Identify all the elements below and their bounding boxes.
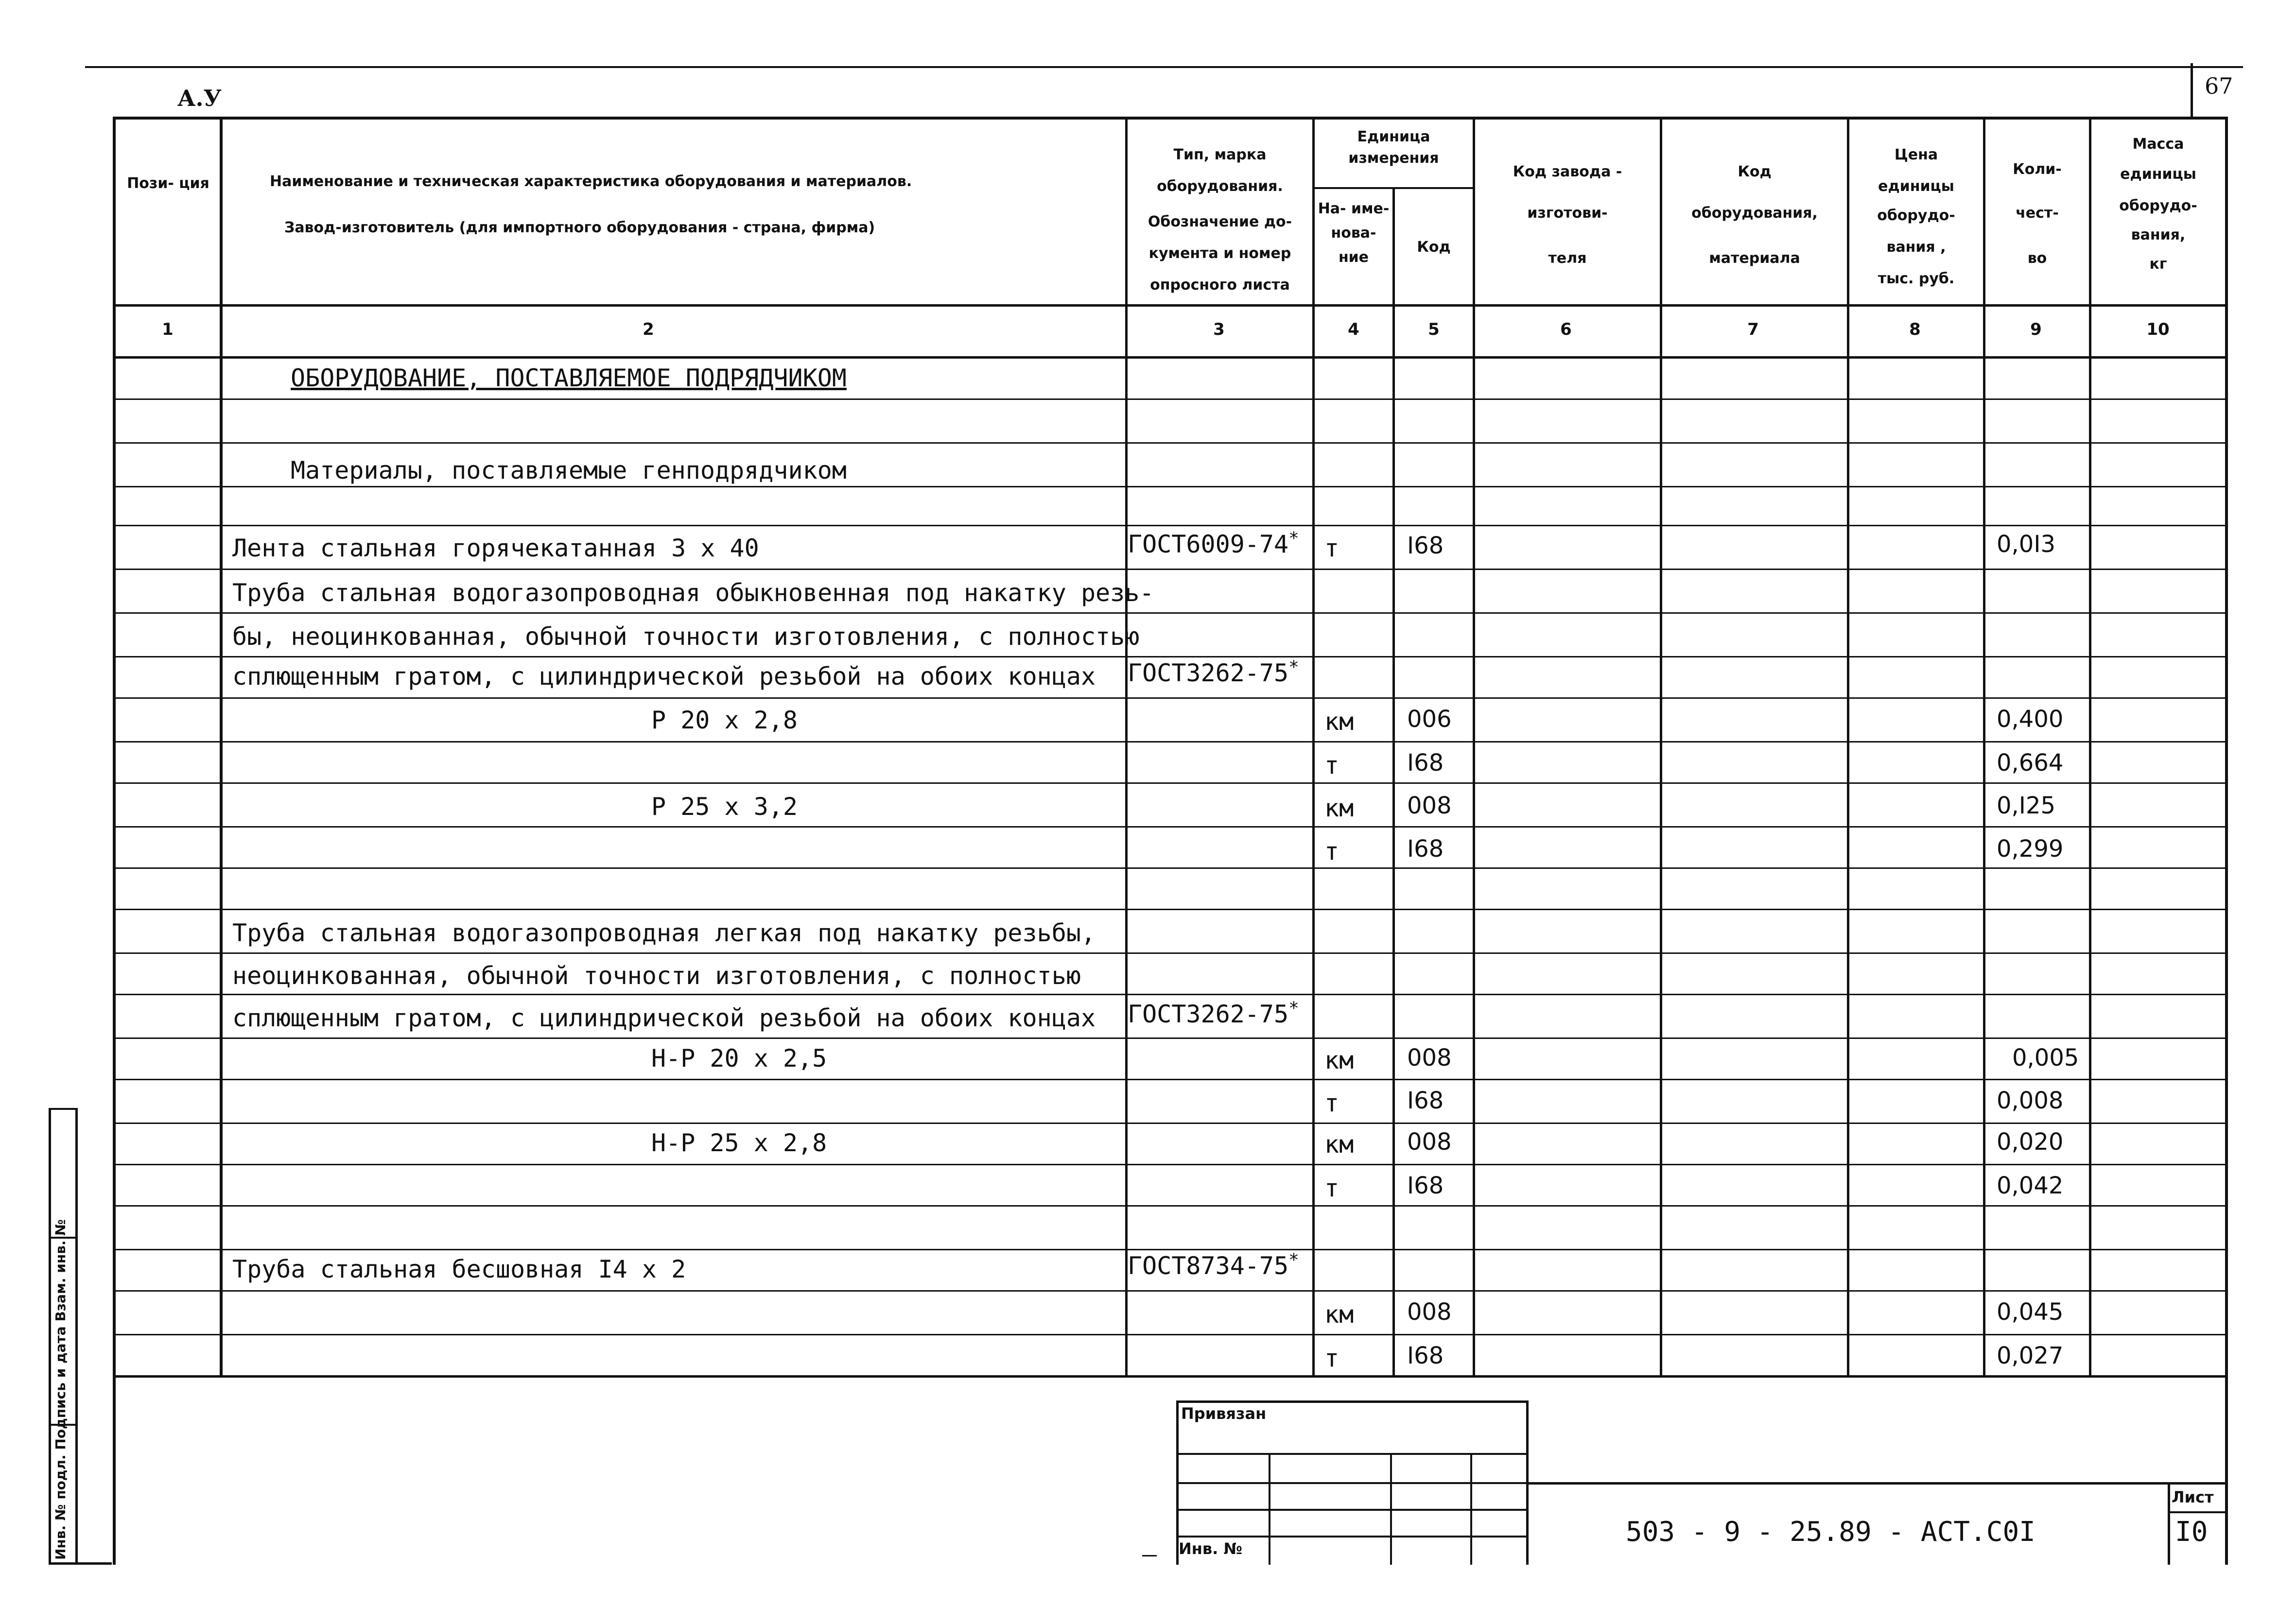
section-heading-materials: Материалы, поставляемые генподрядчиком	[291, 456, 847, 484]
item-unit: т	[1324, 1089, 1339, 1117]
item-name: неоцинкованная, обычной точности изготовления, с полностью	[232, 962, 1081, 990]
item-unit: т	[1324, 534, 1339, 562]
sheet-number: I0	[2175, 1516, 2208, 1548]
item-type: ГОСТ3262-75*	[1128, 657, 1299, 687]
sheet-code: А.У	[177, 85, 222, 111]
item-size: Н-Р 20 х 2,5	[651, 1044, 827, 1072]
item-qty: 0,042	[1997, 1172, 2064, 1199]
column-number: 10	[2146, 320, 2170, 339]
item-code: 008	[1407, 792, 1452, 819]
header-factory-l1: Код завода -	[1513, 163, 1622, 180]
header-type-l4: кумента и номер	[1148, 245, 1291, 262]
column-number: 9	[2030, 320, 2042, 339]
header-price-l3: оборудо-	[1877, 207, 1955, 224]
item-name: Лента стальная горячекатанная 3 х 40	[232, 534, 759, 562]
item-size: Р 20 х 2,8	[651, 706, 798, 734]
header-type-l2: оборудования.	[1157, 178, 1283, 195]
item-name: бы, неоцинкованная, обычной точности изготовления, с полностью	[232, 622, 1140, 651]
header-code-l3: материала	[1709, 250, 1800, 267]
item-unit: т	[1324, 751, 1339, 779]
item-unit: т	[1324, 1174, 1339, 1202]
item-type: ГОСТ6009-74*	[1128, 528, 1299, 558]
document-number: 503 - 9 - 25.89 - АСТ.С0I	[1626, 1516, 2035, 1548]
header-price-l5: тыс. руб.	[1878, 270, 1955, 287]
item-code: I68	[1407, 1172, 1444, 1199]
item-type: ГОСТ3262-75*	[1128, 998, 1299, 1028]
item-qty: 0,020	[1997, 1128, 2064, 1156]
item-name: Труба стальная водогазопроводная обыкновенная под накатку резь-	[232, 579, 1154, 607]
header-mass-l2: единицы	[2120, 166, 2196, 183]
column-number: 4	[1348, 320, 1359, 339]
header-factory-l2: изготови-	[1527, 205, 1608, 222]
header-position: Пози- ция	[127, 175, 209, 192]
column-number: 5	[1428, 320, 1440, 339]
sheet-label: Лист	[2172, 1488, 2214, 1506]
section-heading-equipment: ОБОРУДОВАНИЕ, ПОСТАВЛЯЕМОЕ ПОДРЯДЧИКОМ	[291, 364, 847, 392]
item-code: I68	[1407, 835, 1444, 863]
item-code: I68	[1407, 749, 1444, 777]
item-unit: км	[1324, 1130, 1354, 1158]
sidebar-labels: Инв. № подл. Подпись и дата Взам. инв. №	[52, 1219, 69, 1560]
header-qty-l3: во	[2027, 250, 2047, 267]
item-unit: км	[1324, 1046, 1354, 1074]
page-number: 67	[2205, 73, 2233, 99]
item-code: I68	[1407, 1087, 1444, 1114]
item-code: I68	[1407, 532, 1444, 559]
header-mass-l3: оборудо-	[2119, 197, 2197, 214]
item-unit: км	[1324, 708, 1354, 736]
item-name: Труба стальная водогазопроводная легкая под накатку резьбы,	[232, 919, 1096, 947]
header-qty-l1: Коли-	[2013, 161, 2062, 178]
item-qty: 0,008	[1997, 1087, 2064, 1114]
header-mass-l4: вания,	[2131, 226, 2186, 243]
item-qty: 0,400	[1997, 706, 2064, 733]
header-mass-l1: Масса	[2132, 136, 2184, 153]
column-number: 2	[643, 320, 654, 339]
header-code-l2: оборудования,	[1691, 205, 1818, 222]
column-number: 3	[1213, 320, 1225, 339]
column-number: 8	[1909, 320, 1921, 339]
item-qty: 0,027	[1997, 1342, 2064, 1369]
header-unit-group: Единица измерения	[1348, 128, 1439, 167]
header-factory-l3: теля	[1548, 250, 1587, 267]
item-name: сплющенным гратом, с цилиндрической резьбой на обоих концах	[232, 662, 1096, 691]
item-size: Н-Р 25 х 2,8	[651, 1129, 827, 1157]
item-qty: 0,I25	[1997, 792, 2056, 819]
item-name: Труба стальная бесшовная I4 х 2	[232, 1255, 686, 1283]
item-unit: т	[1324, 837, 1339, 865]
item-unit: т	[1324, 1344, 1339, 1372]
item-type: ГОСТ8734-75*	[1128, 1250, 1299, 1280]
header-mass-l5: кг	[2149, 256, 2167, 273]
header-code-l1: Код	[1738, 163, 1772, 180]
item-code: I68	[1407, 1342, 1444, 1369]
header-type-l3: Обозначение до-	[1148, 213, 1292, 230]
header-price-l1: Цена	[1894, 146, 1938, 163]
item-qty: 0,0I3	[1997, 531, 2056, 558]
item-code: 008	[1407, 1044, 1452, 1071]
item-qty: 0,299	[1997, 835, 2064, 863]
header-unit-code: Код	[1417, 239, 1451, 256]
column-number: 6	[1560, 320, 1572, 339]
header-name-line2: Завод-изготовитель (для импортного оборудования - страна, фирма)	[284, 219, 875, 236]
header-name-line1: Наименование и техническая характеристика оборудования и материалов.	[270, 173, 912, 190]
item-name: сплющенным гратом, с цилиндрической резьбой на обоих концах	[232, 1004, 1096, 1032]
item-qty: 0,045	[1997, 1298, 2064, 1326]
item-qty: 0,664	[1997, 749, 2064, 777]
item-code: 008	[1407, 1298, 1452, 1326]
header-type-l5: опросного листа	[1150, 276, 1290, 294]
header-type-l1: Тип, марка	[1173, 146, 1267, 163]
item-code: 006	[1407, 706, 1452, 733]
item-qty: 0,005	[2012, 1044, 2079, 1071]
item-code: 008	[1407, 1128, 1452, 1156]
item-size: Р 25 х 3,2	[651, 793, 798, 821]
header-unit-name: На- име- нова- ние	[1318, 200, 1390, 266]
stamp-inv-label: Инв. №	[1179, 1539, 1242, 1558]
scan-dash	[1142, 1555, 1157, 1556]
stamp-linked-label: Привязан	[1181, 1404, 1267, 1423]
column-number: 1	[162, 320, 174, 339]
header-price-l2: единицы	[1878, 178, 1954, 195]
header-qty-l2: чест-	[2016, 205, 2059, 222]
column-number: 7	[1747, 320, 1759, 339]
item-unit: км	[1324, 794, 1354, 822]
header-price-l4: вания ,	[1886, 239, 1946, 256]
item-unit: км	[1324, 1300, 1354, 1329]
